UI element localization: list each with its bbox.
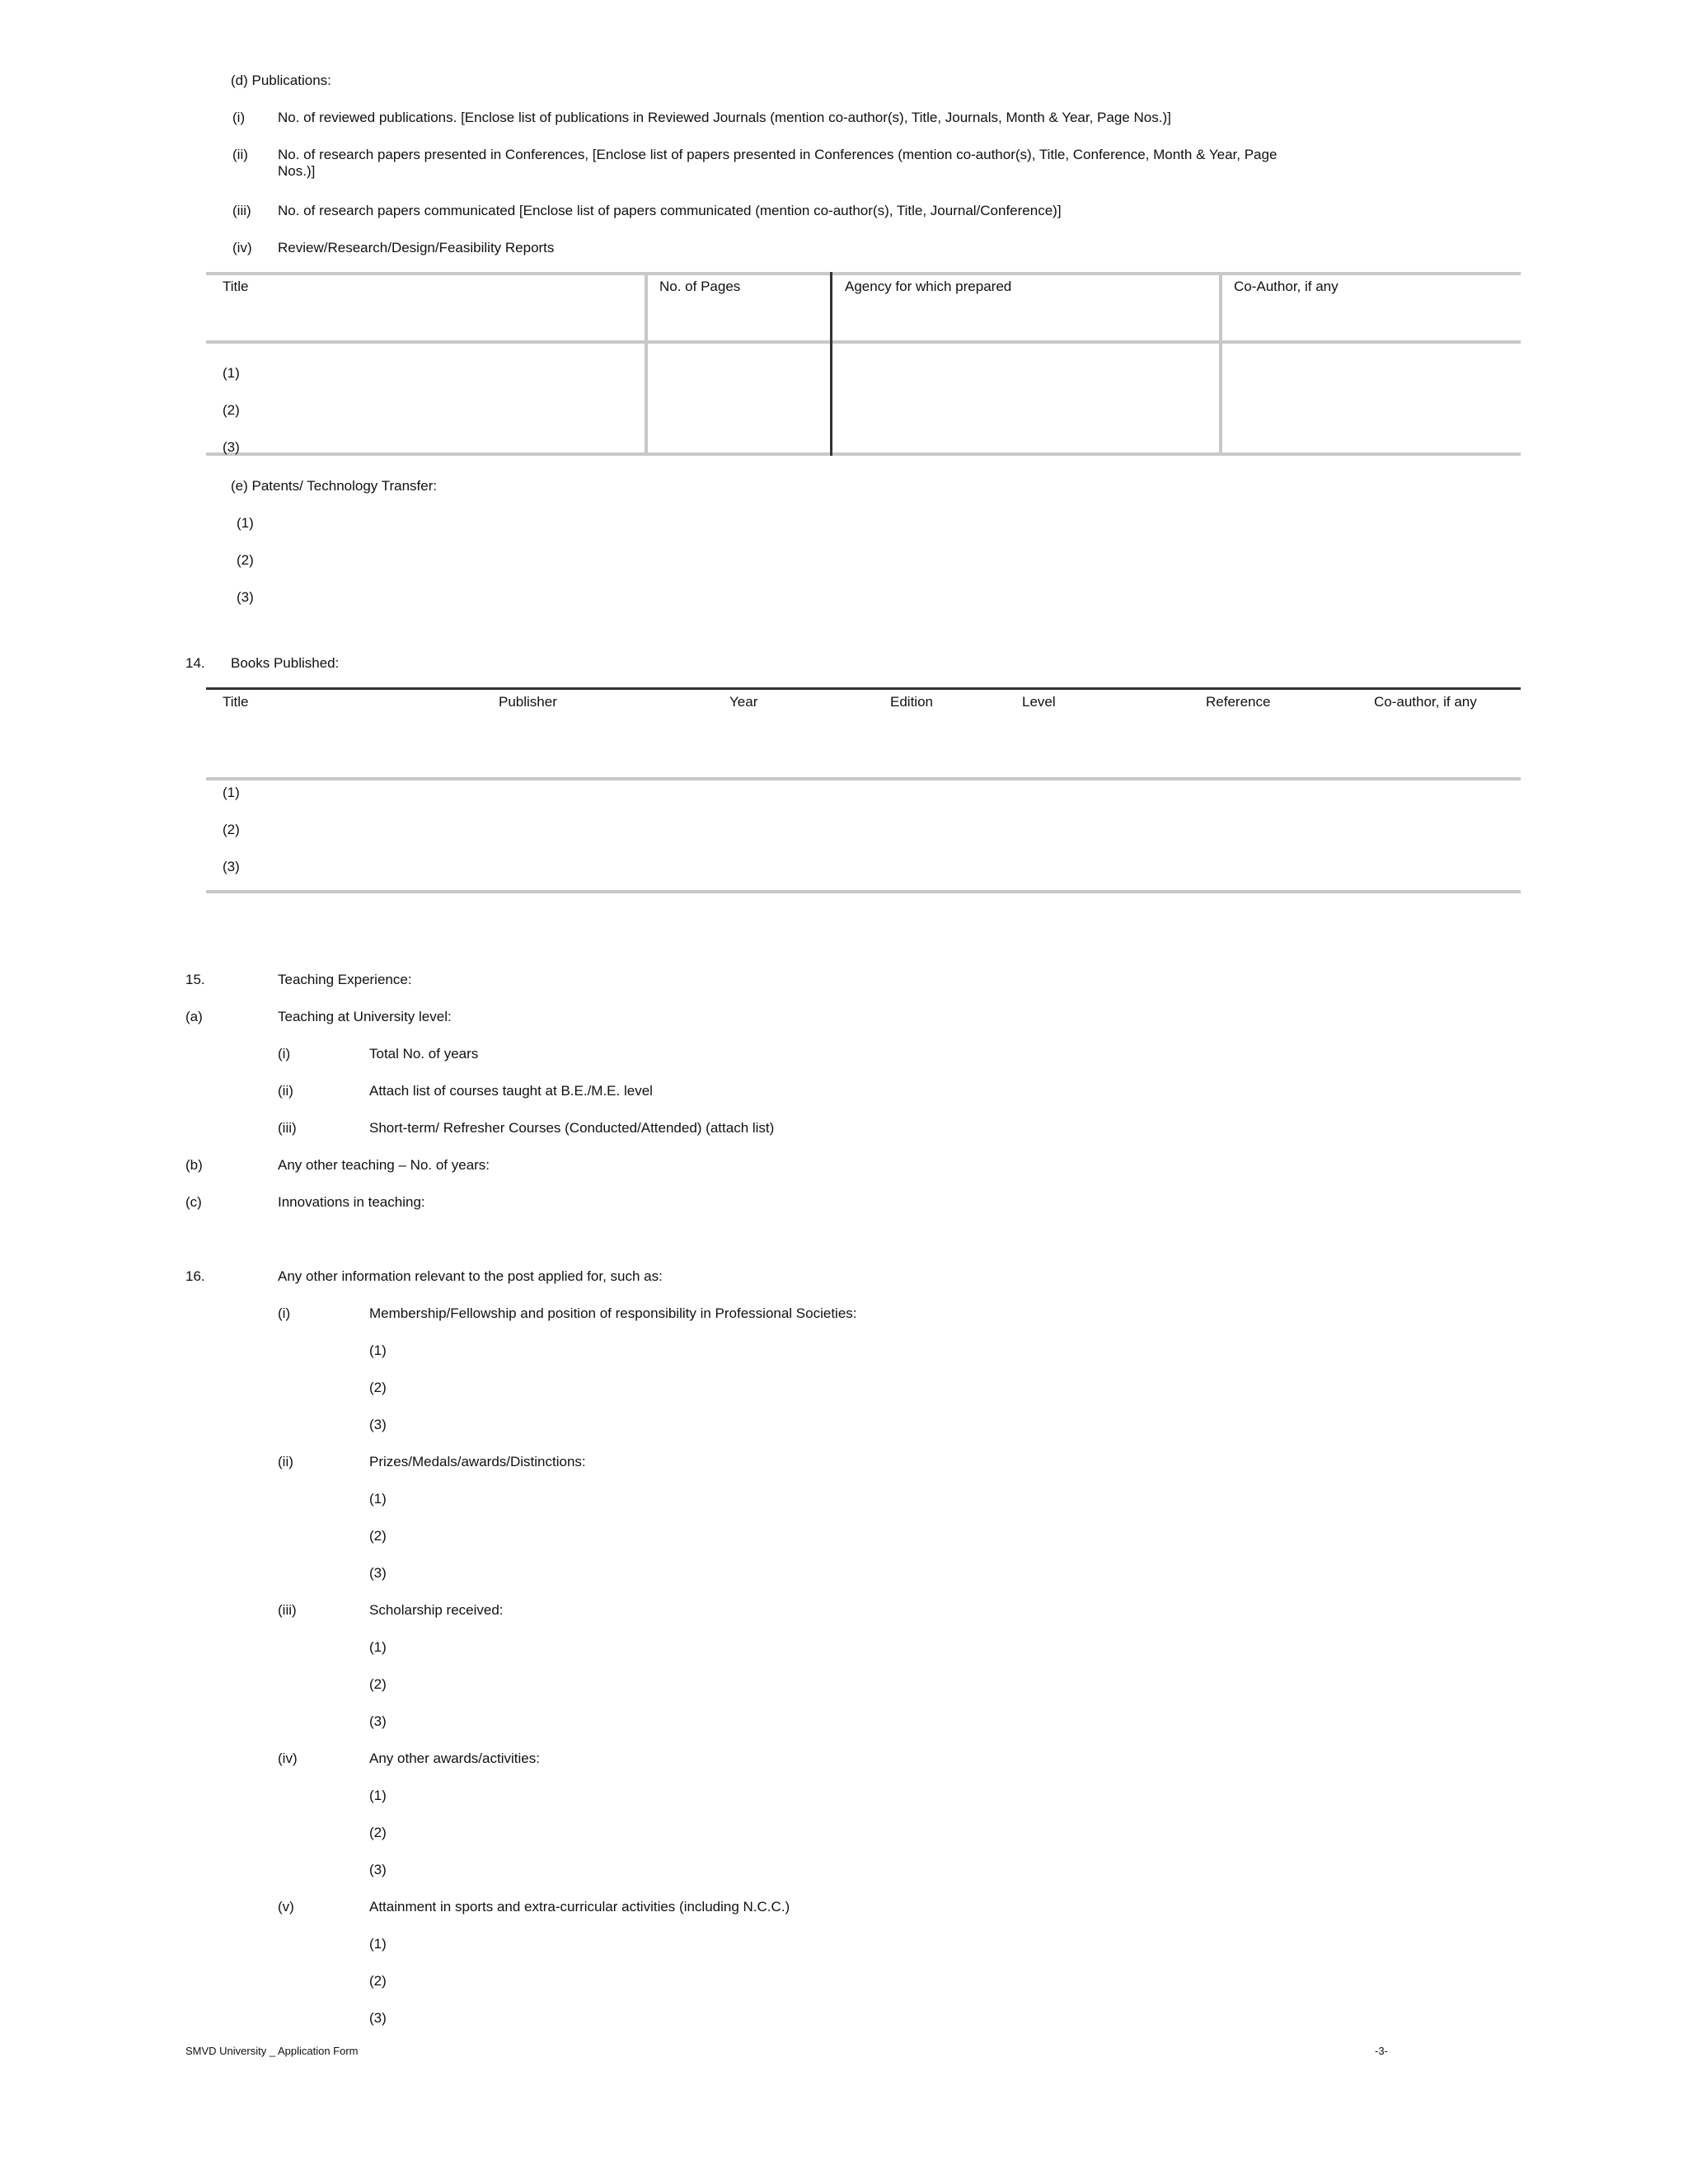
subsection-label: (b)	[185, 1157, 203, 1173]
list-item: (1)	[237, 515, 254, 531]
list-item: (3)	[369, 1713, 387, 1729]
item-text: Membership/Fellowship and position of responsibility in Professional Societies:	[369, 1305, 857, 1321]
column-header-title: Title	[223, 694, 249, 710]
list-item: (2)	[369, 1528, 387, 1544]
column-header-agency: Agency for which prepared	[845, 279, 1012, 294]
item-number: (v)	[278, 1899, 294, 1915]
subsection-text: Innovations in teaching:	[278, 1194, 425, 1210]
list-item: (2)	[237, 552, 254, 568]
table-divider	[645, 272, 648, 456]
column-header-level: Level	[1022, 694, 1056, 710]
list-item: (3)	[237, 589, 254, 605]
footer-page-number: -3-	[1375, 2045, 1388, 2057]
item-text: Prizes/Medals/awards/Distinctions:	[369, 1454, 586, 1469]
list-item: (3)	[369, 1862, 387, 1877]
item-text: Total No. of years	[369, 1046, 479, 1062]
teaching-heading: Teaching Experience:	[278, 972, 412, 987]
publication-item-text: No. of reviewed publications. [Enclose list of publications in Reviewed Journals (mention co-author(s), Title, Journals, Month & Year, Page Nos.)]	[278, 110, 1171, 125]
list-item: (2)	[369, 1825, 387, 1840]
item-number: (iii)	[278, 1120, 297, 1136]
table-row: (2)	[223, 402, 240, 418]
section-number: 14.	[185, 655, 205, 671]
column-header-reference: Reference	[1206, 694, 1271, 710]
patents-heading: (e) Patents/ Technology Transfer:	[231, 478, 438, 494]
table-row: (3)	[223, 859, 240, 874]
list-item: (1)	[369, 1788, 387, 1803]
column-header-coauthor: Co-author, if any	[1374, 694, 1477, 710]
publication-item-number: (iii)	[232, 203, 251, 218]
item-text: Attach list of courses taught at B.E./M.E. level	[369, 1083, 653, 1099]
item-number: (i)	[278, 1046, 291, 1062]
column-header-year: Year	[729, 694, 758, 710]
item-number: (i)	[278, 1305, 291, 1321]
item-text: Any other awards/activities:	[369, 1750, 540, 1766]
list-item: (3)	[369, 2010, 387, 2026]
item-text: Attainment in sports and extra-curricular activities (including N.C.C.)	[369, 1899, 790, 1915]
table-row: (2)	[223, 822, 240, 837]
subsection-label: (a)	[185, 1009, 203, 1024]
section-number: 16.	[185, 1268, 205, 1284]
column-header-publisher: Publisher	[499, 694, 557, 710]
table-row: (1)	[223, 365, 240, 381]
item-number: (iv)	[278, 1750, 298, 1766]
table-rule	[206, 890, 1521, 893]
subsection-text: Any other teaching – No. of years:	[278, 1157, 490, 1173]
other-info-heading: Any other information relevant to the post applied for, such as:	[278, 1268, 663, 1284]
list-item: (1)	[369, 1491, 387, 1507]
item-text: Short-term/ Refresher Courses (Conducted/Attended) (attach list)	[369, 1120, 775, 1136]
table-rule	[206, 452, 1521, 456]
publication-item-number: (ii)	[232, 147, 248, 162]
subsection-label: (c)	[185, 1194, 202, 1210]
table-row: (3)	[223, 439, 240, 455]
table-rule	[206, 687, 1521, 690]
list-item: (2)	[369, 1380, 387, 1395]
column-header-coauthor: Co-Author, if any	[1234, 279, 1339, 294]
table-row: (1)	[223, 785, 240, 800]
list-item: (1)	[369, 1639, 387, 1655]
publication-item-text: No. of research papers presented in Conferences, [Enclose list of papers presented in Conferences (mention co-author(s), Title, Conference, Month & Year, Page Nos.)]	[278, 147, 1278, 179]
list-item: (2)	[369, 1676, 387, 1692]
list-item: (1)	[369, 1936, 387, 1952]
books-heading: Books Published:	[231, 655, 340, 671]
subsection-text: Teaching at University level:	[278, 1009, 452, 1024]
table-divider	[1219, 272, 1222, 456]
section-number: 15.	[185, 972, 205, 987]
list-item: (2)	[369, 1973, 387, 1989]
table-rule	[206, 340, 1521, 344]
item-number: (ii)	[278, 1083, 293, 1099]
publication-item-number: (i)	[232, 110, 246, 125]
list-item: (3)	[369, 1417, 387, 1432]
table-divider	[830, 272, 832, 456]
footer-document-title: SMVD University _ Application Form	[185, 2045, 359, 2057]
item-number: (iii)	[278, 1602, 297, 1618]
table-rule	[206, 272, 1521, 275]
publication-item-number: (iv)	[232, 240, 252, 255]
column-header-edition: Edition	[890, 694, 933, 710]
column-header-pages: No. of Pages	[659, 279, 741, 294]
column-header-title: Title	[223, 279, 249, 294]
item-text: Scholarship received:	[369, 1602, 504, 1618]
publications-heading: (d) Publications:	[231, 73, 331, 88]
publication-item-text: Review/Research/Design/Feasibility Reports	[278, 240, 555, 255]
publication-item-text: No. of research papers communicated [Enclose list of papers communicated (mention co-author(s), Title, Journal/Conference)]	[278, 203, 1062, 218]
list-item: (1)	[369, 1343, 387, 1358]
table-rule	[206, 777, 1521, 780]
list-item: (3)	[369, 1565, 387, 1581]
item-number: (ii)	[278, 1454, 293, 1469]
